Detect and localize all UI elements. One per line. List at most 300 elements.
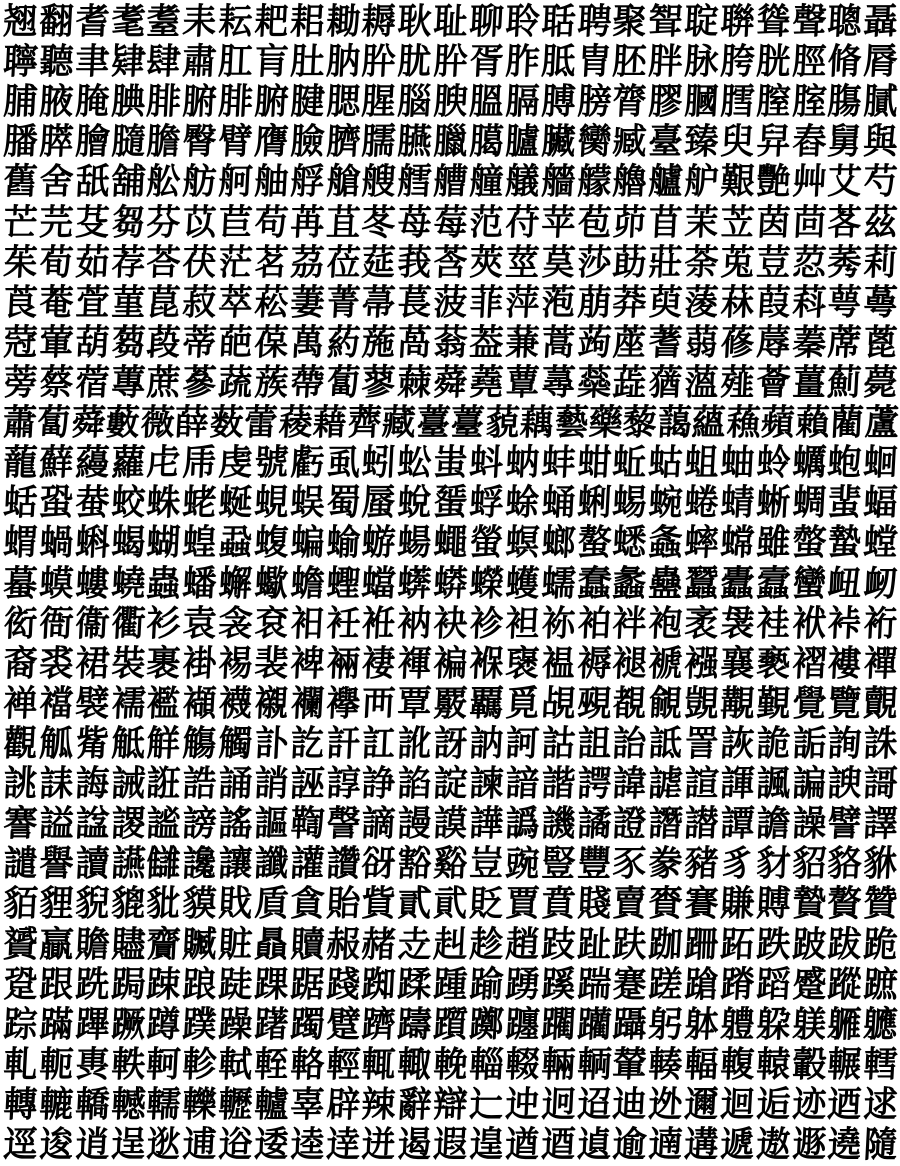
kanji-row bbox=[2, 1005, 898, 1045]
kanji-glyph: 蕣 bbox=[432, 362, 468, 405]
kanji-glyph: 蓍 bbox=[647, 321, 683, 364]
kanji-glyph: 虱 bbox=[324, 442, 361, 485]
kanji-glyph: 蜷 bbox=[683, 482, 719, 525]
kanji-glyph: 聟 bbox=[647, 1, 683, 44]
kanji-glyph: 肛 bbox=[217, 41, 253, 84]
kanji-glyph: 詆 bbox=[647, 723, 683, 766]
kanji-glyph: 贓 bbox=[181, 923, 217, 966]
kanji-glyph: 逕 bbox=[2, 1124, 38, 1166]
kanji-glyph: 貘 bbox=[181, 883, 217, 926]
kanji-glyph: 裹 bbox=[145, 642, 181, 685]
kanji-glyph: 艚 bbox=[432, 161, 468, 204]
kanji-glyph: 艤 bbox=[504, 161, 540, 204]
kanji-glyph: 蝙 bbox=[289, 522, 325, 565]
kanji-glyph: 詛 bbox=[575, 723, 612, 766]
kanji-glyph: 蠱 bbox=[647, 562, 683, 605]
kanji-glyph: 萪 bbox=[790, 281, 827, 324]
kanji-glyph: 觝 bbox=[109, 723, 146, 766]
kanji-glyph: 襌 bbox=[862, 642, 898, 685]
kanji-glyph: 舊 bbox=[2, 161, 38, 204]
kanji-glyph: 逹 bbox=[324, 1124, 361, 1166]
kanji-glyph: 藹 bbox=[656, 402, 692, 445]
kanji-glyph: 遞 bbox=[719, 1124, 755, 1166]
kanji-glyph: 苞 bbox=[575, 201, 612, 244]
kanji-glyph: 遏 bbox=[396, 1124, 432, 1166]
kanji-glyph: 臈 bbox=[468, 121, 504, 164]
kanji-glyph: 謌 bbox=[862, 763, 898, 806]
kanji-glyph: 迸 bbox=[360, 1124, 396, 1166]
kanji-glyph: 辷 bbox=[468, 1084, 504, 1126]
kanji-glyph: 踪 bbox=[2, 1003, 38, 1046]
kanji-glyph: 蠧 bbox=[755, 562, 791, 605]
kanji-glyph: 蒿 bbox=[539, 321, 576, 364]
kanji-glyph: 艫 bbox=[647, 161, 683, 204]
kanji-glyph: 袮 bbox=[539, 602, 576, 645]
kanji-row bbox=[2, 1045, 898, 1085]
kanji-glyph: 蔬 bbox=[217, 362, 253, 405]
kanji-glyph: 譚 bbox=[719, 803, 755, 846]
kanji-glyph: 肅 bbox=[181, 41, 217, 84]
kanji-glyph: 覺 bbox=[790, 682, 827, 725]
kanji-glyph: 躪 bbox=[575, 1003, 612, 1046]
kanji-glyph: 蠡 bbox=[611, 562, 647, 605]
kanji-glyph: 膾 bbox=[74, 121, 110, 164]
kanji-glyph: 蔔 bbox=[324, 362, 361, 405]
kanji-glyph: 跌 bbox=[755, 923, 791, 966]
kanji-glyph: 聽 bbox=[38, 41, 74, 84]
kanji-glyph: 軼 bbox=[109, 1043, 146, 1086]
kanji-glyph: 贐 bbox=[109, 923, 146, 966]
kanji-row bbox=[2, 523, 898, 563]
kanji-row bbox=[2, 122, 898, 162]
kanji-glyph: 袒 bbox=[504, 602, 540, 645]
kanji-glyph: 蹶 bbox=[109, 1003, 146, 1046]
kanji-glyph: 讓 bbox=[217, 843, 253, 886]
kanji-glyph: 蜃 bbox=[360, 482, 396, 525]
kanji-glyph: 觧 bbox=[145, 723, 181, 766]
kanji-glyph: 躙 bbox=[539, 1003, 576, 1046]
kanji-glyph: 躾 bbox=[790, 1003, 827, 1046]
kanji-glyph: 莇 bbox=[611, 241, 647, 284]
kanji-glyph: 軻 bbox=[145, 1043, 181, 1086]
kanji-glyph: 輅 bbox=[289, 1043, 325, 1086]
kanji-glyph: 貂 bbox=[790, 843, 827, 886]
kanji-glyph: 跚 bbox=[683, 923, 719, 966]
kanji-glyph: 腓 bbox=[145, 81, 181, 124]
kanji-glyph: 聲 bbox=[790, 1, 827, 44]
kanji-glyph: 袱 bbox=[790, 602, 827, 645]
kanji-glyph: 辜 bbox=[289, 1084, 325, 1126]
kanji-glyph: 袁 bbox=[181, 602, 217, 645]
kanji-glyph: 賈 bbox=[504, 883, 540, 926]
kanji-glyph: 裃 bbox=[826, 602, 862, 645]
kanji-glyph: 豎 bbox=[539, 843, 576, 886]
kanji-glyph: 虔 bbox=[217, 442, 253, 485]
kanji-row bbox=[2, 443, 898, 483]
kanji-glyph: 藺 bbox=[828, 402, 865, 445]
kanji-glyph: 胙 bbox=[504, 41, 540, 84]
kanji-glyph: 贇 bbox=[2, 923, 38, 966]
kanji-glyph: 肓 bbox=[253, 41, 289, 84]
kanji-glyph: 輛 bbox=[539, 1043, 576, 1086]
kanji-glyph: 賺 bbox=[719, 883, 755, 926]
kanji-glyph: 蝟 bbox=[2, 522, 38, 565]
kanji-glyph: 蹂 bbox=[396, 963, 432, 1006]
kanji-glyph: 襞 bbox=[74, 682, 110, 725]
kanji-glyph: 臀 bbox=[181, 121, 217, 164]
kanji-glyph: 薊 bbox=[826, 362, 862, 405]
kanji-glyph: 裲 bbox=[324, 642, 361, 685]
kanji-glyph: 蓊 bbox=[432, 321, 468, 364]
kanji-glyph: 謾 bbox=[396, 803, 432, 846]
kanji-glyph: 蹠 bbox=[862, 963, 898, 1006]
kanji-glyph: 謨 bbox=[432, 803, 468, 846]
kanji-glyph: 臘 bbox=[432, 121, 468, 164]
kanji-glyph: 跂 bbox=[539, 923, 576, 966]
kanji-glyph: 莅 bbox=[324, 241, 361, 284]
kanji-glyph: 舮 bbox=[683, 161, 719, 204]
kanji-glyph: 轜 bbox=[145, 1084, 181, 1126]
kanji-glyph: 蜉 bbox=[468, 482, 504, 525]
kanji-glyph: 茆 bbox=[611, 201, 647, 244]
kanji-glyph: 觸 bbox=[217, 723, 253, 766]
kanji-glyph: 蝴 bbox=[145, 522, 181, 565]
kanji-glyph: 迪 bbox=[611, 1084, 647, 1126]
kanji-glyph: 號 bbox=[253, 442, 289, 485]
kanji-glyph: 贔 bbox=[253, 923, 289, 966]
kanji-glyph: 豈 bbox=[468, 843, 504, 886]
kanji-glyph: 輦 bbox=[611, 1043, 647, 1086]
kanji-glyph: 軋 bbox=[2, 1043, 38, 1086]
kanji-glyph: 肸 bbox=[432, 41, 468, 84]
kanji-glyph: 蹼 bbox=[181, 1003, 217, 1046]
kanji-glyph: 辭 bbox=[396, 1084, 432, 1126]
kanji-glyph: 蠻 bbox=[790, 562, 827, 605]
kanji-glyph: 逑 bbox=[862, 1084, 898, 1126]
kanji-glyph: 詒 bbox=[611, 723, 647, 766]
kanji-glyph: 蹈 bbox=[755, 963, 791, 1006]
kanji-glyph: 衒 bbox=[2, 602, 38, 645]
kanji-glyph: 苒 bbox=[289, 201, 325, 244]
kanji-glyph: 趾 bbox=[575, 923, 612, 966]
kanji-glyph: 貎 bbox=[74, 883, 110, 926]
kanji-glyph: 蟐 bbox=[719, 522, 755, 565]
kanji-glyph: 舳 bbox=[253, 161, 289, 204]
kanji-glyph: 膊 bbox=[539, 81, 576, 124]
kanji-glyph: 齎 bbox=[145, 923, 181, 966]
kanji-glyph: 躰 bbox=[683, 1003, 719, 1046]
kanji-glyph: 蚋 bbox=[504, 442, 540, 485]
kanji-glyph: 藥 bbox=[587, 402, 623, 445]
kanji-glyph: 螽 bbox=[647, 522, 683, 565]
kanji-glyph: 遘 bbox=[683, 1124, 719, 1166]
kanji-glyph: 遶 bbox=[826, 1124, 862, 1166]
kanji-glyph: 贄 bbox=[790, 883, 827, 926]
kanji-glyph: 蔘 bbox=[181, 362, 217, 405]
kanji-glyph: 譯 bbox=[862, 803, 898, 846]
kanji-glyph: 譛 bbox=[683, 803, 719, 846]
kanji-glyph: 袙 bbox=[575, 602, 612, 645]
kanji-glyph: 豢 bbox=[647, 843, 683, 886]
kanji-glyph: 苣 bbox=[217, 201, 253, 244]
kanji-glyph: 葭 bbox=[755, 281, 791, 324]
kanji-glyph: 訛 bbox=[396, 723, 432, 766]
kanji-glyph: 肆 bbox=[145, 41, 181, 84]
kanji-glyph: 臑 bbox=[360, 121, 396, 164]
kanji-glyph: 肬 bbox=[396, 41, 432, 84]
kanji-glyph: 褸 bbox=[826, 642, 862, 685]
kanji-glyph: 蜥 bbox=[755, 482, 791, 525]
kanji-glyph: 聿 bbox=[74, 41, 110, 84]
kanji-glyph: 荀 bbox=[38, 241, 74, 284]
kanji-glyph: 踉 bbox=[181, 963, 217, 1006]
kanji-glyph: 訝 bbox=[432, 723, 468, 766]
kanji-glyph: 蒹 bbox=[504, 321, 540, 364]
kanji-glyph: 豁 bbox=[396, 843, 432, 886]
kanji-glyph: 赭 bbox=[360, 923, 396, 966]
kanji-glyph: 襄 bbox=[719, 642, 755, 685]
kanji-glyph: 芫 bbox=[38, 201, 74, 244]
kanji-glyph: 茱 bbox=[2, 241, 38, 284]
kanji-glyph: 覿 bbox=[862, 682, 898, 725]
kanji-glyph: 艨 bbox=[575, 161, 612, 204]
kanji-glyph: 襭 bbox=[181, 682, 217, 725]
kanji-glyph: 肚 bbox=[289, 41, 325, 84]
kanji-glyph: 鞫 bbox=[289, 803, 325, 846]
kanji-glyph: 膤 bbox=[719, 81, 755, 124]
kanji-glyph: 苳 bbox=[360, 201, 396, 244]
kanji-glyph: 腑 bbox=[253, 81, 289, 124]
kanji-glyph: 蝨 bbox=[217, 522, 253, 565]
kanji-glyph: 逖 bbox=[145, 1124, 181, 1166]
kanji-glyph: 讎 bbox=[145, 843, 181, 886]
kanji-glyph: 莢 bbox=[468, 241, 504, 284]
kanji-glyph: 苙 bbox=[719, 201, 755, 244]
kanji-glyph: 逋 bbox=[181, 1124, 217, 1166]
kanji-row bbox=[2, 764, 898, 804]
kanji-glyph: 躅 bbox=[289, 1003, 325, 1046]
kanji-glyph: 蕕 bbox=[647, 362, 683, 405]
kanji-glyph: 艸 bbox=[790, 161, 827, 204]
kanji-glyph: 躇 bbox=[253, 1003, 289, 1046]
kanji-glyph: 貭 bbox=[253, 883, 289, 926]
kanji-glyph: 萍 bbox=[504, 281, 540, 324]
kanji-glyph: 襴 bbox=[289, 682, 325, 725]
kanji-glyph: 莚 bbox=[360, 241, 396, 284]
kanji-glyph: 藝 bbox=[553, 402, 589, 445]
kanji-glyph: 蝸 bbox=[38, 522, 74, 565]
kanji-glyph: 豌 bbox=[504, 843, 540, 886]
kanji-glyph: 臟 bbox=[539, 121, 576, 164]
kanji-glyph: 聶 bbox=[862, 1, 898, 44]
kanji-glyph: 蟆 bbox=[38, 562, 74, 605]
kanji-glyph: 蓿 bbox=[74, 362, 110, 405]
kanji-row bbox=[2, 564, 898, 604]
kanji-glyph: 蟲 bbox=[145, 562, 181, 605]
kanji-glyph: 聆 bbox=[504, 1, 540, 44]
kanji-glyph: 臂 bbox=[217, 121, 253, 164]
kanji-glyph: 蘋 bbox=[759, 402, 796, 445]
kanji-glyph: 聰 bbox=[826, 1, 862, 44]
kanji-glyph: 蔔 bbox=[36, 402, 72, 445]
kanji-glyph: 臧 bbox=[611, 121, 647, 164]
kanji-glyph: 轌 bbox=[862, 1043, 898, 1086]
kanji-glyph: 聹 bbox=[2, 41, 38, 84]
kanji-glyph: 薑 bbox=[790, 362, 827, 405]
kanji-glyph: 蹕 bbox=[74, 1003, 110, 1046]
kanji-glyph: 芍 bbox=[862, 161, 898, 204]
kanji-glyph: 輕 bbox=[324, 1043, 361, 1086]
kanji-glyph: 譎 bbox=[575, 803, 612, 846]
kanji-glyph: 詈 bbox=[683, 723, 719, 766]
kanji-glyph: 蠏 bbox=[217, 562, 253, 605]
kanji-glyph: 膕 bbox=[683, 81, 719, 124]
kanji-glyph: 襪 bbox=[217, 682, 253, 725]
kanji-glyph: 蜻 bbox=[719, 482, 755, 525]
kanji-glyph: 蟄 bbox=[826, 522, 862, 565]
kanji-glyph: 襃 bbox=[504, 642, 540, 685]
kanji-glyph: 迯 bbox=[647, 1084, 683, 1126]
kanji-glyph: 葮 bbox=[145, 321, 181, 364]
kanji-glyph: 遉 bbox=[575, 1124, 612, 1166]
kanji-glyph: 蘚 bbox=[38, 442, 74, 485]
kanji-glyph: 蚫 bbox=[826, 442, 862, 485]
kanji-glyph: 薀 bbox=[683, 362, 719, 405]
kanji-glyph: 躄 bbox=[324, 1003, 361, 1046]
kanji-glyph: 蒂 bbox=[181, 321, 217, 364]
kanji-glyph: 范 bbox=[468, 201, 504, 244]
kanji-glyph: 菷 bbox=[360, 281, 396, 324]
kanji-glyph: 趙 bbox=[504, 923, 540, 966]
kanji-glyph: 蠑 bbox=[468, 562, 504, 605]
kanji-row bbox=[2, 1085, 898, 1125]
kanji-glyph: 蕣 bbox=[70, 402, 106, 445]
kanji-glyph: 訶 bbox=[504, 723, 540, 766]
kanji-glyph: 荳 bbox=[755, 241, 791, 284]
kanji-glyph: 胱 bbox=[755, 41, 791, 84]
kanji-glyph: 蔆 bbox=[683, 281, 719, 324]
kanji-glyph: 螳 bbox=[862, 522, 898, 565]
kanji-glyph: 蹊 bbox=[539, 963, 576, 1006]
kanji-glyph: 胄 bbox=[575, 41, 612, 84]
kanji-glyph: 蜈 bbox=[289, 482, 325, 525]
kanji-glyph: 讖 bbox=[253, 843, 289, 886]
kanji-glyph: 遖 bbox=[647, 1124, 683, 1166]
kanji-glyph: 蜑 bbox=[432, 482, 468, 525]
kanji-glyph: 諍 bbox=[360, 763, 396, 806]
kanji-glyph: 逎 bbox=[539, 1124, 576, 1166]
kanji-glyph: 莵 bbox=[719, 241, 755, 284]
kanji-row bbox=[2, 804, 898, 844]
kanji-glyph: 軛 bbox=[38, 1043, 74, 1086]
kanji-glyph: 賽 bbox=[683, 883, 719, 926]
kanji-glyph: 轆 bbox=[38, 1084, 74, 1126]
kanji-glyph: 遐 bbox=[432, 1124, 468, 1166]
kanji-glyph: 萸 bbox=[647, 281, 683, 324]
kanji-glyph: 詢 bbox=[826, 723, 862, 766]
kanji-glyph: 螯 bbox=[575, 522, 612, 565]
kanji-glyph: 舸 bbox=[217, 161, 253, 204]
kanji-glyph: 艢 bbox=[539, 161, 576, 204]
kanji-glyph: 躁 bbox=[217, 1003, 253, 1046]
kanji-glyph: 腓 bbox=[217, 81, 253, 124]
kanji-glyph: 荐 bbox=[109, 241, 146, 284]
kanji-glyph: 譏 bbox=[539, 803, 576, 846]
kanji-glyph: 諷 bbox=[755, 763, 791, 806]
kanji-glyph: 脣 bbox=[862, 41, 898, 84]
kanji-glyph: 袂 bbox=[432, 602, 468, 645]
kanji-glyph: 謳 bbox=[253, 803, 289, 846]
kanji-glyph: 舩 bbox=[145, 161, 181, 204]
kanji-glyph: 趺 bbox=[611, 923, 647, 966]
kanji-glyph: 諛 bbox=[826, 763, 862, 806]
kanji-glyph: 誦 bbox=[217, 763, 253, 806]
kanji-glyph: 跪 bbox=[862, 923, 898, 966]
kanji-glyph: 蕭 bbox=[1, 402, 37, 445]
kanji-glyph: 苜 bbox=[647, 201, 683, 244]
kanji-glyph: 菻 bbox=[719, 281, 755, 324]
kanji-glyph: 蜒 bbox=[217, 482, 253, 525]
kanji-glyph: 膩 bbox=[862, 81, 898, 124]
kanji-glyph: 蟶 bbox=[324, 562, 361, 605]
kanji-glyph: 茹 bbox=[74, 241, 110, 284]
kanji-glyph: 譁 bbox=[468, 803, 504, 846]
kanji-row bbox=[2, 203, 898, 243]
kanji-row bbox=[2, 1125, 898, 1165]
kanji-glyph: 謖 bbox=[109, 803, 146, 846]
kanji-glyph: 蠶 bbox=[683, 562, 719, 605]
kanji-glyph: 蓼 bbox=[360, 362, 396, 405]
kanji-glyph: 譬 bbox=[826, 803, 862, 846]
kanji-glyph: 迥 bbox=[539, 1084, 576, 1126]
kanji-glyph: 蛄 bbox=[647, 442, 683, 485]
kanji-glyph: 跼 bbox=[109, 963, 146, 1006]
kanji-glyph: 諂 bbox=[396, 763, 432, 806]
kanji-glyph: 腱 bbox=[289, 81, 325, 124]
kanji-glyph: 薨 bbox=[862, 362, 898, 405]
kanji-glyph: 譟 bbox=[790, 803, 827, 846]
kanji-row bbox=[2, 403, 898, 443]
kanji-glyph: 茲 bbox=[862, 201, 898, 244]
kanji-glyph: 裨 bbox=[289, 642, 325, 685]
kanji-glyph: 脩 bbox=[826, 41, 862, 84]
kanji-glyph: 蕋 bbox=[611, 362, 647, 405]
kanji-glyph: 耆 bbox=[74, 1, 110, 44]
kanji-glyph: 躑 bbox=[468, 1003, 504, 1046]
kanji-glyph: 覈 bbox=[432, 682, 468, 725]
kanji-glyph: 臠 bbox=[575, 121, 612, 164]
kanji-glyph: 萼 bbox=[826, 281, 862, 324]
kanji-glyph: 蝓 bbox=[324, 522, 361, 565]
kanji-glyph: 貅 bbox=[862, 843, 898, 886]
kanji-glyph: 戝 bbox=[217, 883, 253, 926]
kanji-glyph: 莨 bbox=[2, 281, 38, 324]
kanji-glyph: 蔡 bbox=[38, 362, 74, 405]
kanji-glyph: 誥 bbox=[181, 763, 217, 806]
kanji-glyph: 踟 bbox=[360, 963, 396, 1006]
kanji-glyph: 諧 bbox=[539, 763, 576, 806]
kanji-glyph: 葯 bbox=[324, 321, 361, 364]
kanji-glyph: 衙 bbox=[38, 602, 74, 645]
kanji-glyph: 芟 bbox=[74, 201, 110, 244]
kanji-glyph: 膈 bbox=[504, 81, 540, 124]
kanji-glyph: 謐 bbox=[145, 803, 181, 846]
kanji-glyph: 讀 bbox=[74, 843, 110, 886]
kanji-glyph: 逅 bbox=[755, 1084, 791, 1126]
kanji-glyph: 襷 bbox=[324, 682, 361, 725]
kanji-glyph: 蠖 bbox=[504, 562, 540, 605]
kanji-glyph: 赱 bbox=[396, 923, 432, 966]
